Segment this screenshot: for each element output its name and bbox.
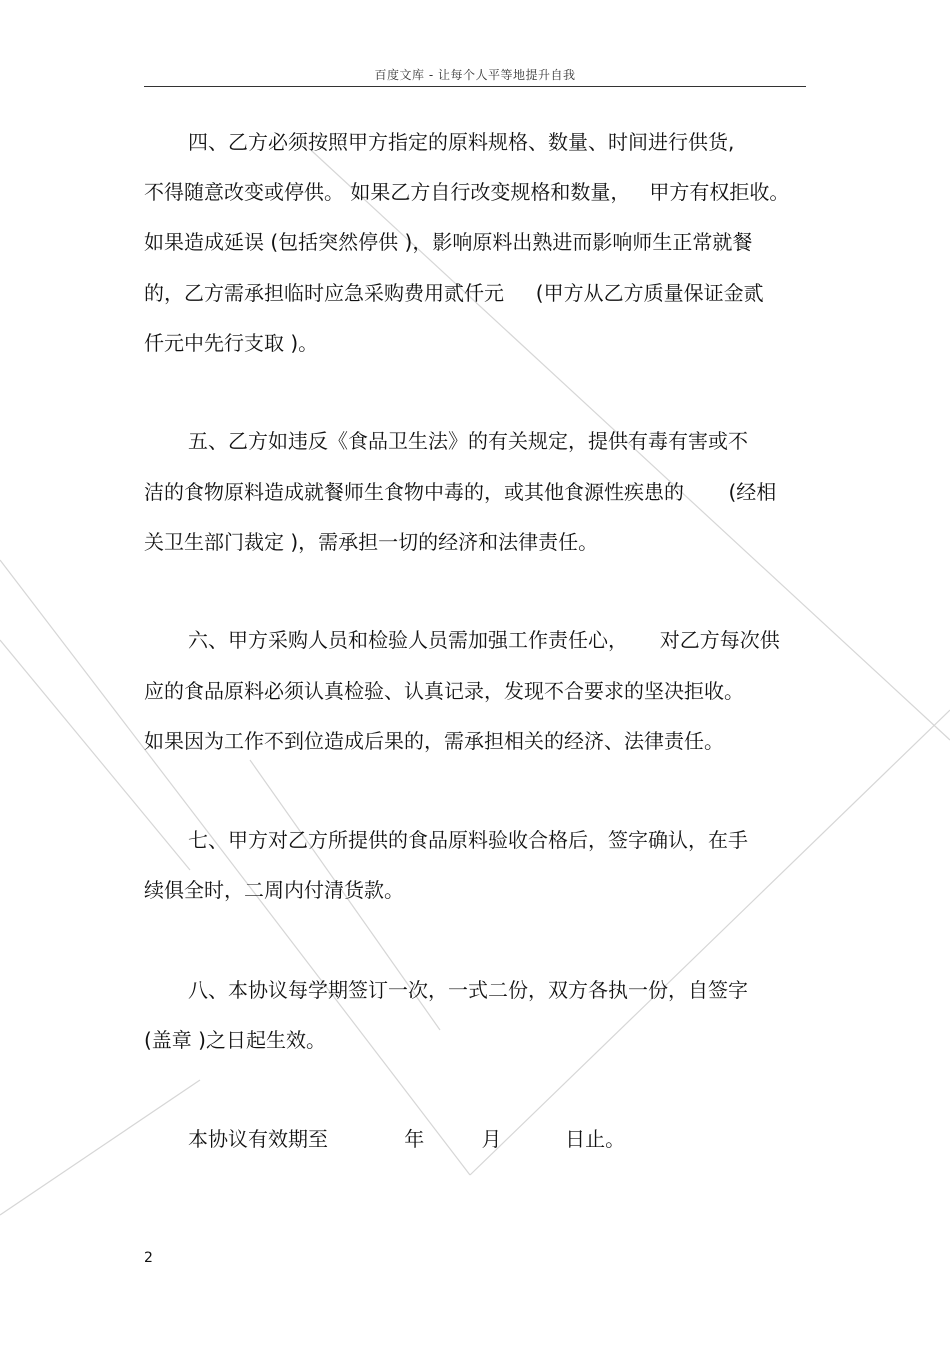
text-line: 七、甲方对乙方所提供的食品原料验收合格后，签字确认，在手 (188, 828, 748, 852)
text-line: 仟元中先行支取 )。 (144, 331, 319, 355)
text-line: 本协议有效期至 年 月 日止。 (188, 1127, 626, 1151)
header-rule (144, 86, 806, 87)
text-line: 关卫生部门裁定 )，需承担一切的经济和法律责任。 (144, 530, 599, 554)
text-line: 续俱全时，二周内付清货款。 (144, 878, 404, 902)
text-line: 如果造成延误 (包括突然停供 )，影响原料出熟进而影响师生正常就餐 (144, 230, 753, 254)
text-line: 洁的食物原料造成就餐师生食物中毒的，或其他食源性疾患的 (经相 (144, 480, 777, 504)
text-line: 的，乙方需承担临时应急采购费用贰仟元 (甲方从乙方质量保证金贰 (144, 281, 764, 305)
text-line: 四、乙方必须按照甲方指定的原料规格、数量、时间进行供货, (188, 130, 735, 154)
page-number: 2 (144, 1250, 153, 1266)
text-line: 不得随意改变或停供。 如果乙方自行改变规格和数量， 甲方有权拒收。 (144, 180, 790, 204)
text-line: 如果因为工作不到位造成后果的，需承担相关的经济、法律责任。 (144, 729, 724, 753)
text-line: 应的食品原料必须认真检验、认真记录，发现不合要求的坚决拒收。 (144, 679, 744, 703)
document-header: 百度文库 - 让每个人平等地提升自我 (374, 68, 576, 82)
text-line: 五、乙方如违反《食品卫生法》的有关规定，提供有毒有害或不 (188, 429, 748, 453)
text-line: 六、甲方采购人员和检验人员需加强工作责任心， 对乙方每次供 (188, 628, 780, 652)
text-line: (盖章 )之日起生效。 (144, 1028, 326, 1052)
text-line: 八、本协议每学期签订一次，一式二份，双方各执一份，自签字 (188, 978, 748, 1002)
